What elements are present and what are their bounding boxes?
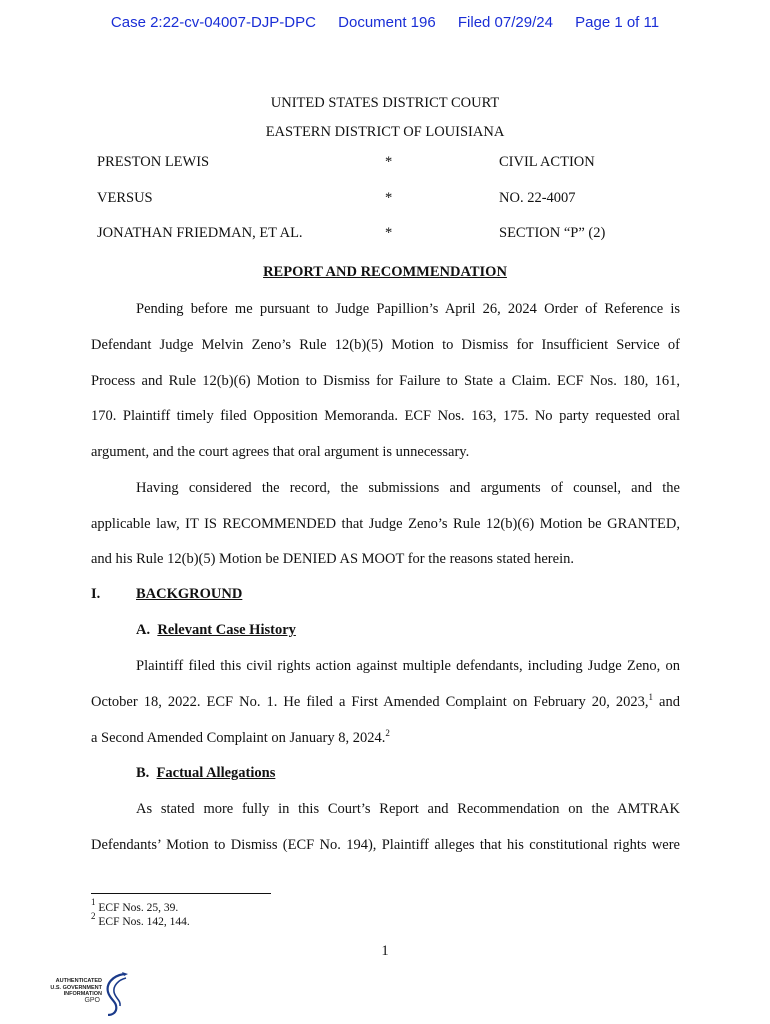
document-title: REPORT AND RECOMMENDATION: [263, 264, 507, 280]
page-indicator: Page 1 of 11: [575, 14, 660, 31]
eagle-icon: [98, 970, 130, 1016]
caption-star: *: [385, 154, 393, 170]
subsection-heading-a: [136, 622, 296, 639]
footnote: [91, 911, 190, 928]
subsection-letter: B.: [136, 765, 150, 781]
caption-star: *: [385, 190, 393, 206]
intro-line: Process and Rule 12(b)(6) Motion to Dismiss for Failure to State a Claim. ECF Nos. 180, 161,: [91, 373, 680, 389]
footnote-number: 1: [91, 897, 96, 907]
section-heading: [136, 586, 242, 603]
recommendation-line: Having considered the record, the submissions and arguments of counsel, and the: [136, 480, 680, 496]
factual-line: As stated more fully in this Court’s Report and Recommendation on the AMTRAK: [136, 801, 680, 817]
gpo-line: AUTHENTICATED: [55, 978, 102, 984]
case-number: Case 2:22-cv-04007-DJP-DPC: [110, 14, 316, 31]
footnote-text: ECF Nos. 142, 144.: [98, 916, 190, 928]
caption-section: SECTION “P” (2): [499, 225, 606, 241]
footnote-ref: 2: [385, 728, 390, 738]
section-title: BACKGROUND: [136, 586, 243, 602]
footnote-text: ECF Nos. 25, 39.: [98, 902, 179, 914]
intro-line: Pending before me pursuant to Judge Papillion’s April 26, 2024 Order of Reference is: [136, 301, 680, 317]
caption-plaintiff: PRESTON LEWIS: [97, 154, 210, 170]
subsection-title: Relevant Case History: [157, 622, 296, 638]
page-number: 1: [381, 943, 389, 959]
history-text: a Second Amended Complaint on January 8, 2024.: [91, 730, 386, 746]
intro-line: 170. Plaintiff timely filed Opposition Memoranda. ECF Nos. 163, 175. No party requested oral: [91, 408, 680, 424]
subsection-letter: A.: [136, 622, 151, 638]
footnote-ref: 1: [648, 692, 654, 702]
court-name: UNITED STATES DISTRICT COURT: [270, 95, 500, 111]
intro-line: argument, and the court agrees that oral argument is unnecessary.: [91, 444, 470, 460]
caption-case-number: NO. 22-4007: [499, 190, 576, 206]
filed-date: Filed 07/29/24: [457, 14, 553, 31]
caption-versus: VERSUS: [97, 190, 153, 206]
subsection-title: Factual Allegations: [156, 765, 276, 781]
gpo-line: GPO: [84, 996, 100, 1004]
footnote-number: 2: [91, 911, 96, 921]
gpo-logo-text: [40, 978, 102, 1004]
recommendation-line: and his Rule 12(b)(5) Motion be DENIED AS MOOT for the reasons stated herein.: [91, 551, 574, 567]
filing-stamp: [0, 14, 770, 31]
caption-civil-action: CIVIL ACTION: [499, 154, 595, 170]
court-district: EASTERN DISTRICT OF LOUISIANA: [265, 124, 505, 140]
subsection-heading-b: [136, 765, 275, 782]
history-text: and: [653, 694, 680, 710]
footnote-divider: [91, 893, 271, 894]
caption-defendant: JONATHAN FRIEDMAN, ET AL.: [97, 225, 303, 241]
intro-line: Defendant Judge Melvin Zeno’s Rule 12(b)(5) Motion to Dismiss for Insufficient Service of: [91, 337, 680, 353]
gpo-authentication-logo: [40, 968, 140, 1018]
footnote: [91, 897, 179, 914]
history-text: October 18, 2022. ECF No. 1. He filed a First Amended Complaint on February 20, 2023,: [91, 694, 649, 710]
document-number: Document 196: [338, 14, 436, 31]
history-line: [91, 693, 680, 711]
history-line: Plaintiff filed this civil rights action against multiple defendants, including Judge Zeno, on: [136, 658, 680, 674]
gpo-line: U.S. GOVERNMENT: [50, 984, 102, 991]
section-number: I.: [91, 586, 101, 602]
recommendation-line: applicable law, IT IS RECOMMENDED that Judge Zeno’s Rule 12(b)(6) Motion be GRANTED,: [91, 516, 680, 532]
caption-star: *: [385, 225, 393, 241]
factual-line: Defendants’ Motion to Dismiss (ECF No. 194), Plaintiff alleges that his constitutional rights were: [91, 837, 680, 853]
history-line: [91, 729, 680, 747]
gpo-line: INFORMATION: [63, 991, 102, 997]
